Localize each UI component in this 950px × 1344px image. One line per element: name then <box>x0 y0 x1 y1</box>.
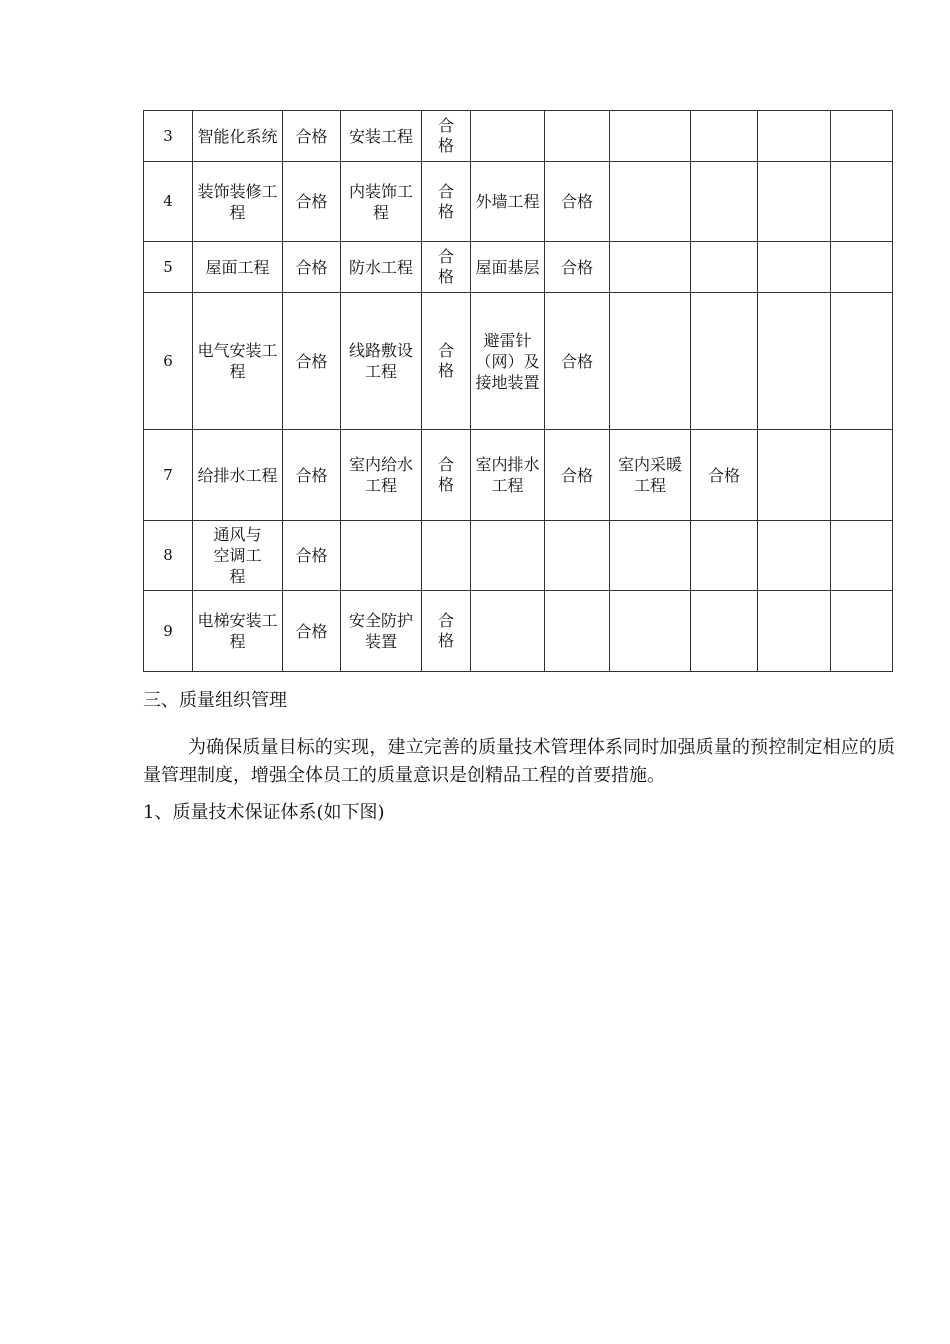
empty-cell <box>831 242 893 293</box>
subdivision-result <box>422 430 471 521</box>
subdivision-2-result: 合格 <box>545 242 610 293</box>
division-result: 合格 <box>283 430 341 521</box>
acceptance-table <box>143 110 893 672</box>
table-row <box>144 111 893 162</box>
body-paragraph: 为确保质量目标的实现，建立完善的质量技术管理体系同时加强质量的预控制定相应的质量管理制度，增强全体员工的质量意识是创精品工程的首要措施。 <box>143 737 895 786</box>
empty-cell <box>758 162 831 242</box>
subdivision-3-name <box>610 591 691 672</box>
subdivision-3-name <box>610 111 691 162</box>
table-row <box>144 293 893 430</box>
subdivision-result <box>422 162 471 242</box>
empty-cell <box>758 242 831 293</box>
empty-cell <box>758 521 831 591</box>
subdivision-name: 室内给水工程 <box>341 430 422 521</box>
division-result: 合格 <box>283 293 341 430</box>
subsection-heading: 1、质量技术保证体系(如下图) <box>143 802 385 823</box>
empty-cell <box>831 521 893 591</box>
subdivision-3-name <box>610 162 691 242</box>
empty-cell <box>758 430 831 521</box>
division-name: 屋面工程 <box>193 242 283 293</box>
subdivision-result <box>422 591 471 672</box>
empty-cell <box>758 293 831 430</box>
subdivision-name <box>341 521 422 591</box>
subdivision-3-result <box>691 111 758 162</box>
subdivision-2-name <box>471 521 545 591</box>
division-name: 给排水工程 <box>193 430 283 521</box>
subdivision-name: 安装工程 <box>341 111 422 162</box>
row-number: 4 <box>144 162 193 242</box>
subdivision-result <box>422 242 471 293</box>
section-heading: 三、质量组织管理 <box>143 690 287 711</box>
row-number: 6 <box>144 293 193 430</box>
subdivision-result <box>422 521 471 591</box>
subdivision-2-result <box>545 111 610 162</box>
subdivision-result-text: 合格 <box>437 341 454 380</box>
table-row <box>144 430 893 521</box>
subdivision-2-result: 合格 <box>545 162 610 242</box>
subdivision-3-name <box>610 521 691 591</box>
subdivision-2-result: 合格 <box>545 293 610 430</box>
subdivision-2-result: 合格 <box>545 430 610 521</box>
empty-cell <box>758 111 831 162</box>
division-name: 电梯安装工程 <box>193 591 283 672</box>
empty-cell <box>831 111 893 162</box>
row-number: 5 <box>144 242 193 293</box>
subdivision-result-text: 合格 <box>437 455 454 494</box>
subdivision-2-name: 外墙工程 <box>471 162 545 242</box>
subdivision-2-name <box>471 591 545 672</box>
table-row <box>144 591 893 672</box>
subdivision-2-name <box>471 111 545 162</box>
subdivision-3-name <box>610 242 691 293</box>
row-number: 3 <box>144 111 193 162</box>
subdivision-2-result <box>545 591 610 672</box>
subdivision-3-result <box>691 591 758 672</box>
table-row <box>144 242 893 293</box>
division-name: 电气安装工程 <box>193 293 283 430</box>
division-result: 合格 <box>283 242 341 293</box>
subdivision-name: 安全防护装置 <box>341 591 422 672</box>
subdivision-2-name: 屋面基层 <box>471 242 545 293</box>
division-name: 智能化系统 <box>193 111 283 162</box>
subdivision-2-name: 避雷针（网）及接地装置 <box>471 293 545 430</box>
subdivision-name: 防水工程 <box>341 242 422 293</box>
subdivision-result-text: 合格 <box>437 247 454 286</box>
subdivision-3-result <box>691 521 758 591</box>
subdivision-3-name: 室内采暖工程 <box>610 430 691 521</box>
division-result: 合格 <box>283 591 341 672</box>
subdivision-2-result <box>545 521 610 591</box>
empty-cell <box>831 591 893 672</box>
division-name <box>193 521 283 591</box>
division-result: 合格 <box>283 521 341 591</box>
subdivision-result-text: 合格 <box>437 611 454 650</box>
subdivision-3-result <box>691 293 758 430</box>
subdivision-3-name <box>610 293 691 430</box>
subdivision-result <box>422 293 471 430</box>
division-result: 合格 <box>283 111 341 162</box>
division-name: 装饰装修工程 <box>193 162 283 242</box>
row-number: 7 <box>144 430 193 521</box>
subdivision-result-text: 合格 <box>437 181 454 221</box>
subdivision-3-result <box>691 162 758 242</box>
subdivision-name: 内装饰工程 <box>341 162 422 242</box>
subdivision-result <box>422 111 471 162</box>
table-row <box>144 162 893 242</box>
subdivision-result-text: 合格 <box>437 116 454 155</box>
subdivision-3-result: 合格 <box>691 430 758 521</box>
subdivision-2-name: 室内排水工程 <box>471 430 545 521</box>
empty-cell <box>831 162 893 242</box>
empty-cell <box>758 591 831 672</box>
division-result: 合格 <box>283 162 341 242</box>
empty-cell <box>831 430 893 521</box>
row-number: 8 <box>144 521 193 591</box>
table-row <box>144 521 893 591</box>
subdivision-3-result <box>691 242 758 293</box>
row-number: 9 <box>144 591 193 672</box>
empty-cell <box>831 293 893 430</box>
division-name-text: 通风与空调工程 <box>213 525 262 586</box>
subdivision-name: 线路敷设工程 <box>341 293 422 430</box>
